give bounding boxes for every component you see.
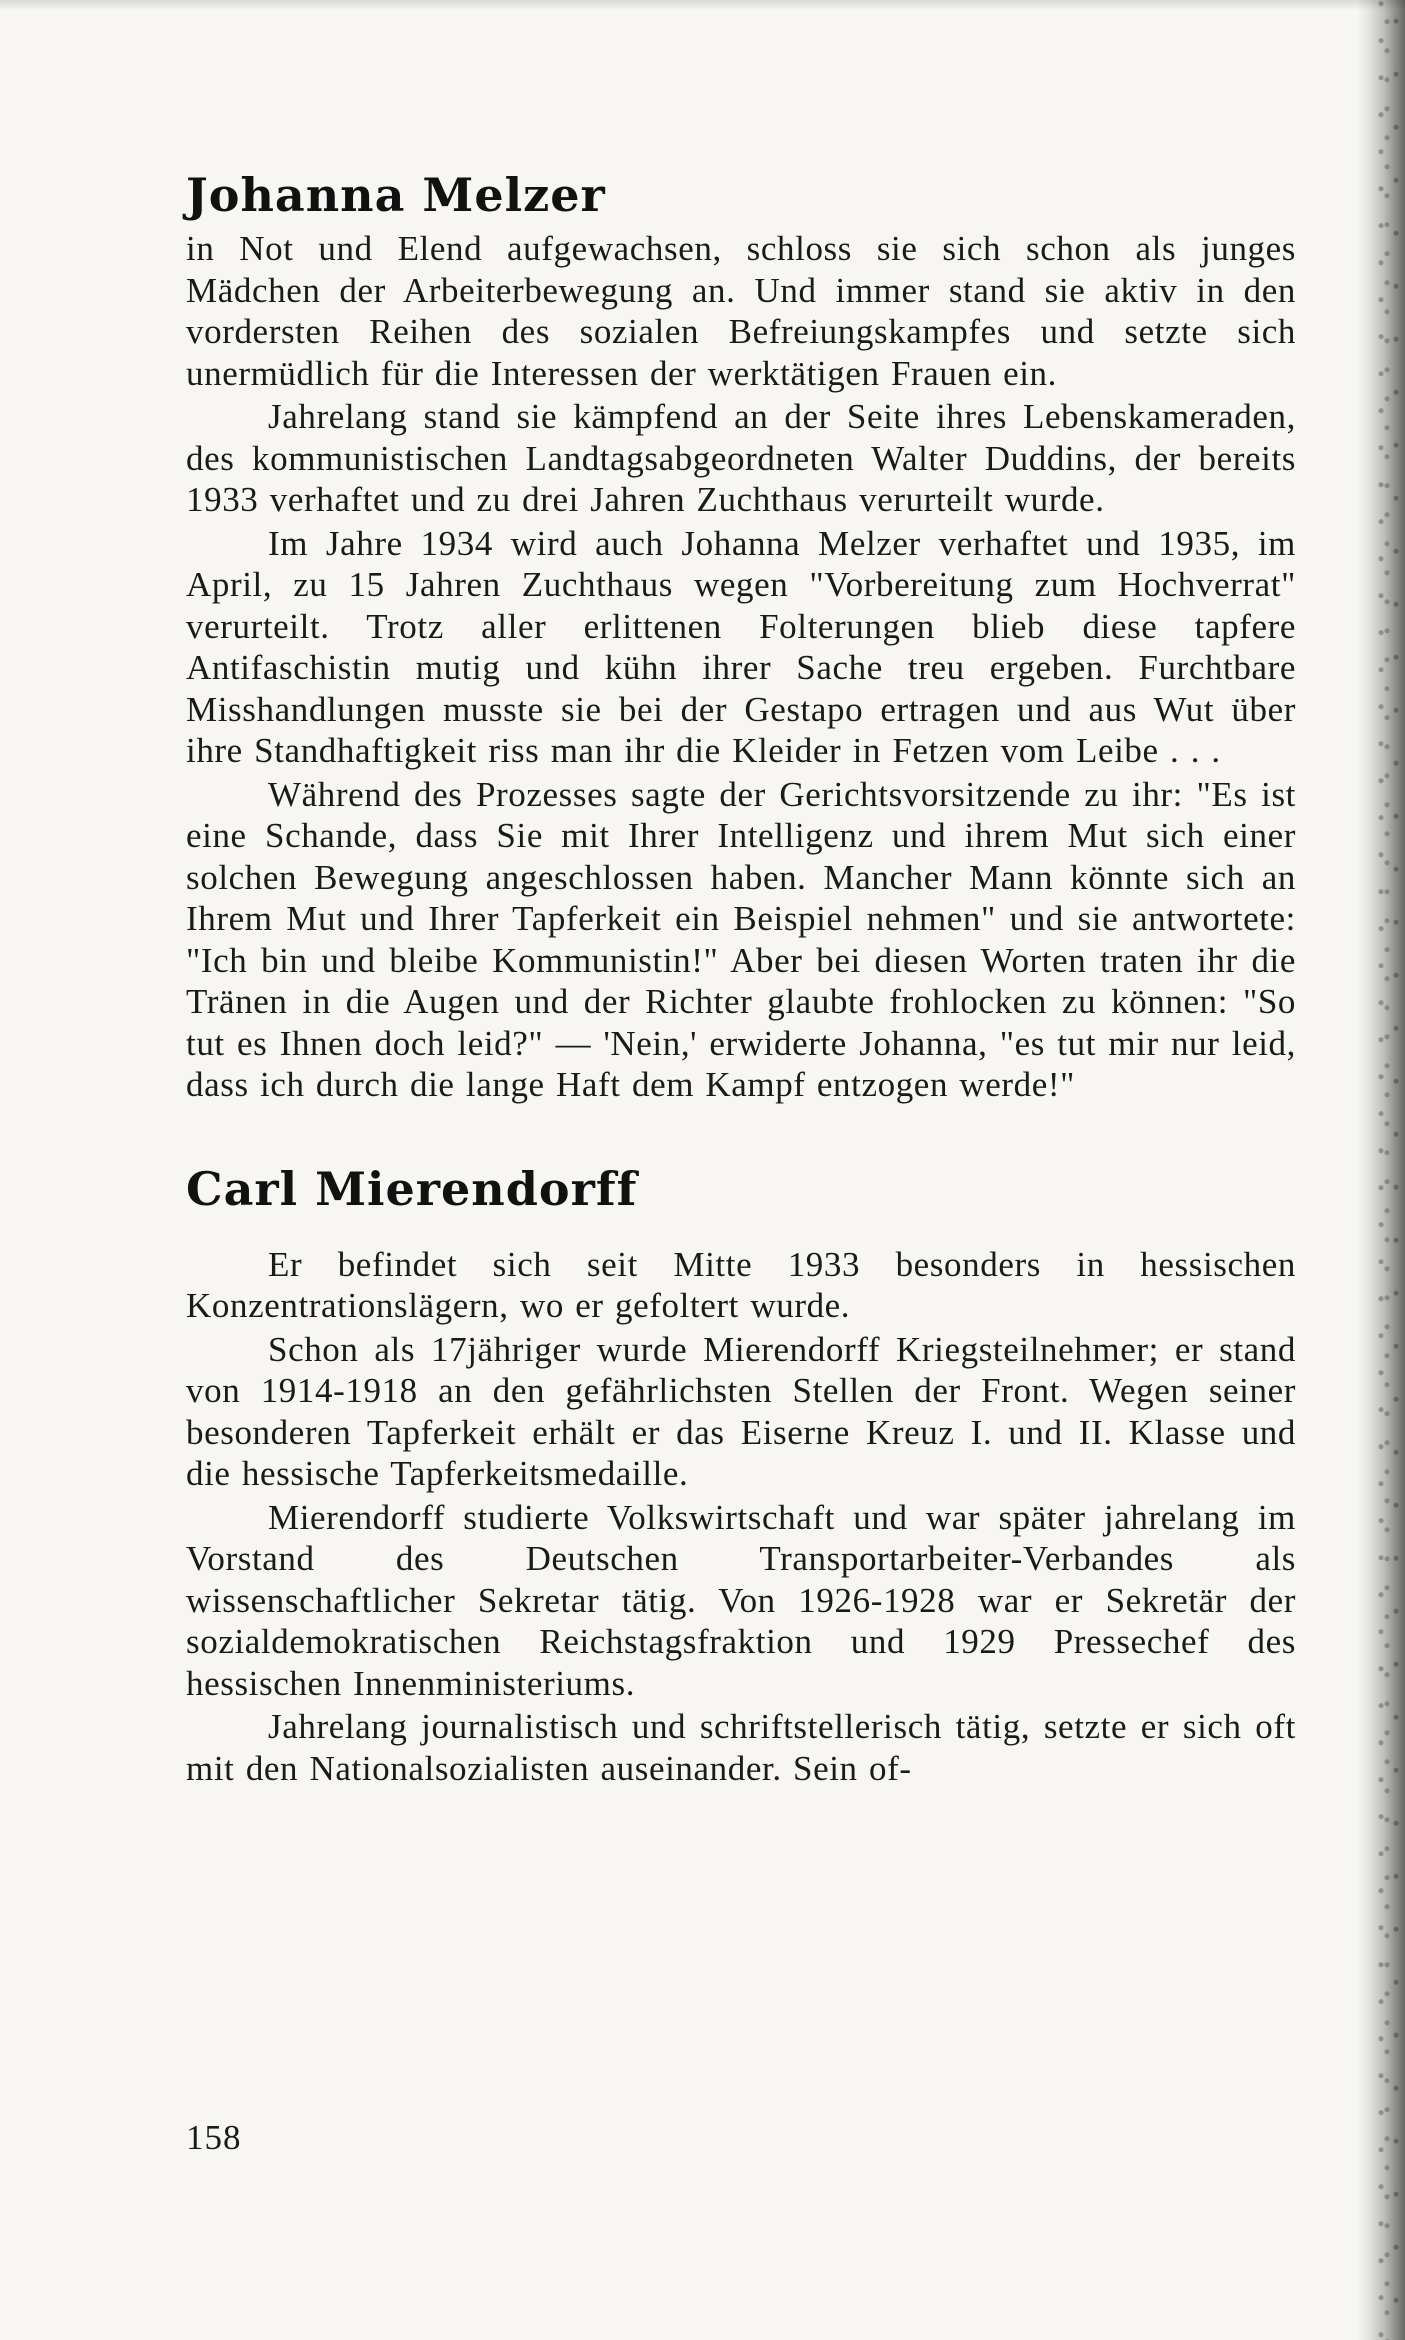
paragraph: Er befindet sich seit Mitte 1933 besonders in hessischen Konzentrationslägern, wo er gefoltert wurde.	[186, 1244, 1296, 1325]
paragraph: Jahrelang stand sie kämpfend an der Seite ihres Lebenskameraden, des kommunistischen Landtagsabgeordneten Walter Duddins, der bereits 1933 verhaftet und zu drei Jahren Zuchthaus verurteilt wurde.	[186, 397, 1296, 519]
paragraph: Während des Prozesses sagte der Gerichtsvorsitzende zu ihr: "Es ist eine Schande, dass Sie mit Ihrer Intelligenz und ihrem Mut sich einer solchen Bewegung angeschlossen haben. Mancher Mann könnte sich an Ihrem Mut und Ihrer Tapferkeit ein Beispiel nehmen" und sie antwortete: "Ich bin und bleibe Kommunistin!" Aber bei diesen Worten traten ihr die Tränen in die Augen und der Richter glaubte frohlocken zu können: "So tut es Ihnen doch leid?" — 'Nein,' erwiderte Johanna, "es tut mir nur leid, dass ich durch die lange Haft dem Kampf entzogen werde!"	[186, 774, 1296, 1104]
paragraph: Schon als 17jähriger wurde Mierendorff Kriegsteilnehmer; er stand von 1914-1918 an den gefährlichsten Stellen der Front. Wegen seiner besonderen Tapferkeit erhält er das Eiserne Kreuz I. und II. Klasse und die hessische Tapferkeitsmedaille.	[186, 1329, 1296, 1493]
section-heading: Johanna Melzer	[186, 168, 606, 222]
section-johanna-melzer	[186, 166, 1296, 1106]
scan-binding-speckle	[1375, 0, 1405, 2340]
paragraph: in Not und Elend aufgewachsen, schloss sie sich schon als junges Mädchen der Arbeiterbewegung an. Und immer stand sie aktiv in den vordersten Reihen des sozialen Befreiungskampfes und setzte sich unermüdlich für die Interessen der werktätigen Frauen ein.	[186, 229, 1296, 393]
paragraph: Im Jahre 1934 wird auch Johanna Melzer verhaftet und 1935, im April, zu 15 Jahren Zuchthaus wegen "Vorbereitung zum Hochverrat" verurteilt. Trotz aller erlittenen Folterungen blieb diese tapfere Antifaschistin mutig und kühn ihrer Sache treu ergeben. Furchtbare Misshandlungen musste sie bei der Gestapo ertragen und aus Wut über ihre Standhaftigkeit riss man ihr die Kleider in Fetzen vom Leibe . . .	[186, 523, 1296, 770]
section-carl-mierendorff	[186, 1160, 1296, 1790]
section-heading: Carl Mierendorff	[186, 1161, 638, 1216]
page-content	[186, 166, 1296, 1789]
scan-top-edge	[0, 0, 1405, 10]
paragraph: Jahrelang journalistisch und schriftstellerisch tätig, setzte er sich oft mit den Nationalsozialisten auseinander. Sein of-	[186, 1707, 1296, 1788]
paragraph: Mierendorff studierte Volkswirtschaft und war später jahrelang im Vorstand des Deutschen Transportarbeiter-Verbandes als wissenschaftlicher Sekretar tätig. Von 1926-1928 war er Sekretär der sozialdemokratischen Reichstagsfraktion und 1929 Pressechef des hessischen Innenministeriums.	[186, 1497, 1296, 1703]
page-number: 158	[186, 2118, 242, 2157]
